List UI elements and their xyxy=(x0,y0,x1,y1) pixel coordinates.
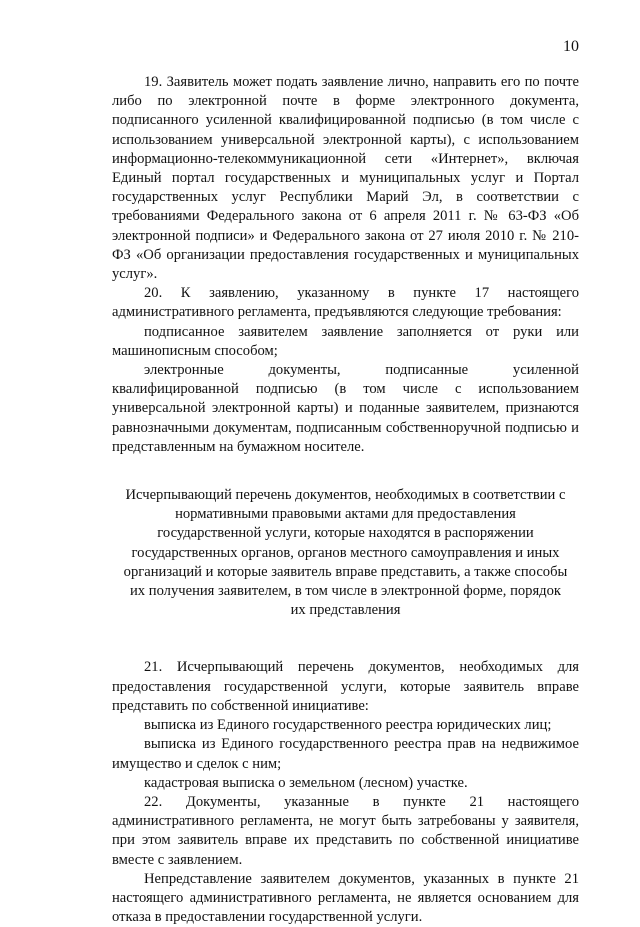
paragraph-19: 19. Заявитель может подать заявление лично, направить его по почте либо по электронной почте в форме электронного документа, подписанного усиленной квалифицированной подписью (в том числе с использованием универсальной электронной карты), с использованием информационно-телекоммуникационной сети «Интернет», включая Единый портал государственных и муниципальных услуг и Портал государственных услуг Республики Марий Эл, в соответствии с требованиями Федерального закона от 6 апреля 2011 г. № 63-ФЗ «Об электронной подписи» и Федерального закона от 27 июля 2010 г. № 210-ФЗ «Об организации предоставления государственных и муниципальных услуг». xyxy=(112,74,579,283)
document-body xyxy=(112,73,579,927)
page-number: 10 xyxy=(563,38,579,55)
section-heading: Исчерпывающий перечень документов, необходимых в соответствии с нормативными правовыми актами для предоставления государственной услуги, которые находятся в распоряжении государственных органов, органов местного самоуправления и иных организаций и которые заявитель вправе представить, а также способы их получения заявителем, в том числе в электронной форме, порядок их представления xyxy=(123,487,568,619)
list-item-cadastral: кадастровая выписка о земельном (лесном) участке. xyxy=(144,774,468,791)
requirement-electronic: электронные документы, подписанные усиленной квалифицированной подписью (в том числе с использованием универсальной электронной карты) и поданные заявителем, признаются равнозначными документам, подписанным собственноручной подписью и представленным на бумажном носителе. xyxy=(112,362,579,455)
list-item-property-rights: выписка из Единого государственного реестра прав на недвижимое имущество и сделок с ним; xyxy=(112,736,579,772)
paragraph-22: 22. Документы, указанные в пункте 21 настоящего административного регламента, не могут быть затребованы у заявителя, при этом заявитель вправе их представить по собственной инициативе вместе с заявлением. xyxy=(112,793,579,868)
paragraph-21: 21. Исчерпывающий перечень документов, необходимых для предоставления государственной услуги, которые заявитель вправе представить по собственной инициативе: xyxy=(112,659,579,714)
paragraph-20: 20. К заявлению, указанному в пункте 17 настоящего административного регламента, предъявляются следующие требования: xyxy=(112,285,579,321)
paragraph-non-submission: Непредставление заявителем документов, указанных в пункте 21 настоящего административного регламента, не является основанием для отказа в предоставлении государственной услуги. xyxy=(112,870,579,926)
list-item-legal-entities: выписка из Единого государственного реестра юридических лиц; xyxy=(144,717,552,734)
requirement-handwritten: подписанное заявителем заявление заполняется от руки или машинописным способом; xyxy=(112,323,579,359)
